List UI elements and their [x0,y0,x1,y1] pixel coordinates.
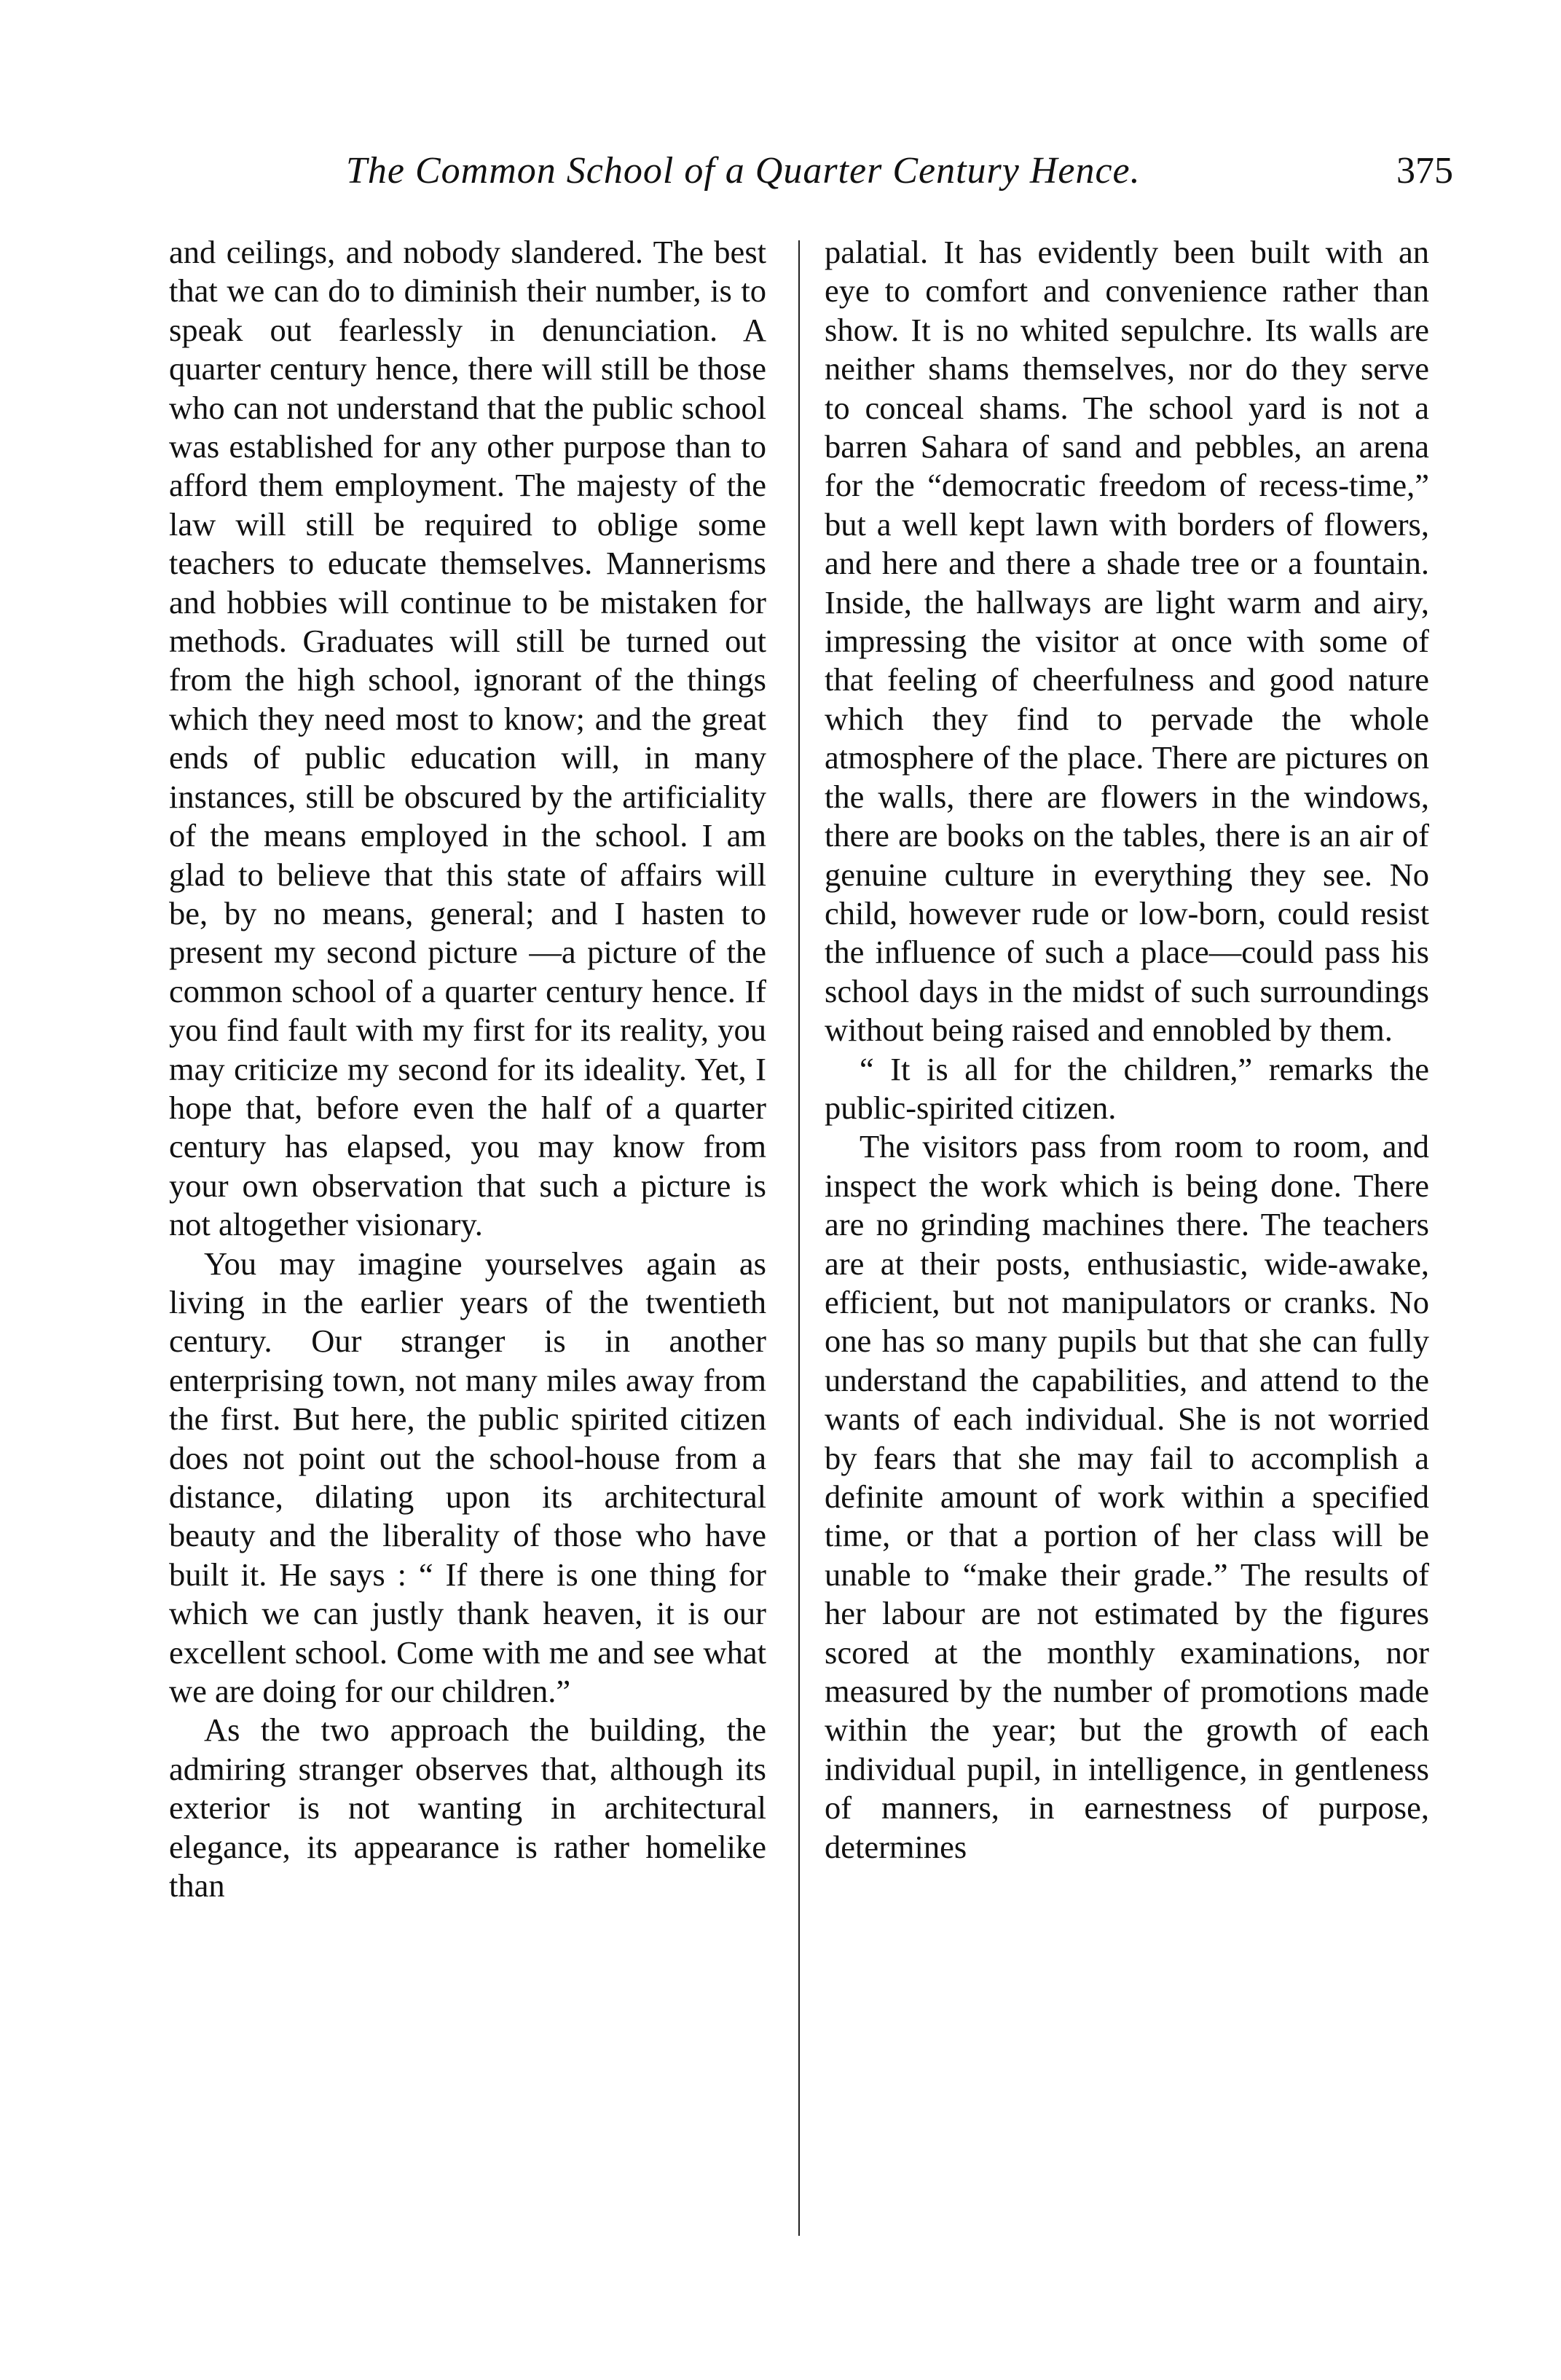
paragraph: and ceilings, and nobody slandered. The best that we can do to diminish their number, is to speak out fearlessly in denunciation. A quarter century hence, there will still be those who can not understand that the public school was established for any other purpose than to afford them employment. The majesty of the law will still be required to oblige some teachers to educate themselves. Mannerisms and hobbies will continue to be mistaken for methods. Graduates will still be turned out from the high school, ignorant of the things which they need most to know; and the great ends of public education will, in many instances, still be obscured by the artificiality of the means employed in the school. I am glad to believe that this state of affairs will be, by no means, general; and I hasten to present my second picture —a picture of the common school of a quarter century hence. If you find fault with my first for its reality, you may criticize my second for its ideality. Yet, I hope that, before even the half of a quarter century has elapsed, you may know from your own observation that such a picture is not altogether visionary. [169,234,766,1243]
column-divider [798,240,800,2236]
paragraph: The visitors pass from room to room, and inspect the work which is being done. There are no grinding machines there. The teachers are at their posts, enthusiastic, wide-awake, efficient, but not manipulators or cranks. No one has so many pupils but that she can fully understand the capabilities, and attend to the wants of each individual. She is not worried by fears that she may fail to accomplish a definite amount of work within a specified time, or that a portion of her class will be unable to “make their grade.” The results of her labour are not estimated by the figures scored at the monthly examinations, nor measured by the number of promotions made within the year; but the growth of each individual pupil, in intelligence, in gentleness of manners, in earnestness of purpose, determines [825,1128,1429,1865]
paragraph: palatial. It has evidently been built with an eye to comfort and convenience rather than show. It is no whited sepulchre. Its walls are neither shams themselves, nor do they serve to conceal shams. The school yard is not a barren Sahara of sand and pebbles, an arena for the “democratic freedom of recess-time,” but a well kept lawn with borders of flowers, and here and there a shade tree or a fountain. Inside, the hallways are light warm and airy, impressing the visitor at once with some of that feeling of cheerfulness and good nature which they find to pervade the whole atmosphere of the place. There are pictures on the walls, there are flowers in the windows, there are books on the tables, there is an air of genuine culture in everything they see. No child, however rude or low-born, could resist the influence of such a place—could pass his school days in the midst of such surroundings without being raised and ennobled by them. [825,234,1429,1049]
paragraph: You may imagine yourselves again as living in the earlier years of the twentieth century. Our stranger is in another enterprising town, not many miles away from the first. But here, the public spirited citizen does not point out the school-house from a distance, dilating upon its architectural beauty and the liberality of those who have built it. He says : “ If there is one thing for which we can justly thank heaven, it is our excellent school. Come with me and see what we are doing for our children.” [169,1245,766,1710]
left-column [169,233,766,1905]
page-number: 375 [1396,150,1453,192]
paragraph: “ It is all for the children,” remarks the public-spirited citizen. [825,1050,1429,1126]
right-column [825,233,1429,1867]
paragraph: As the two approach the building, the admiring stranger observes that, although its exterior is not wanting in architectural elegance, its appearance is rather homelike than [169,1711,766,1904]
running-title: The Common School of a Quarter Century Hence. [346,150,1141,192]
page-header [186,149,1453,208]
